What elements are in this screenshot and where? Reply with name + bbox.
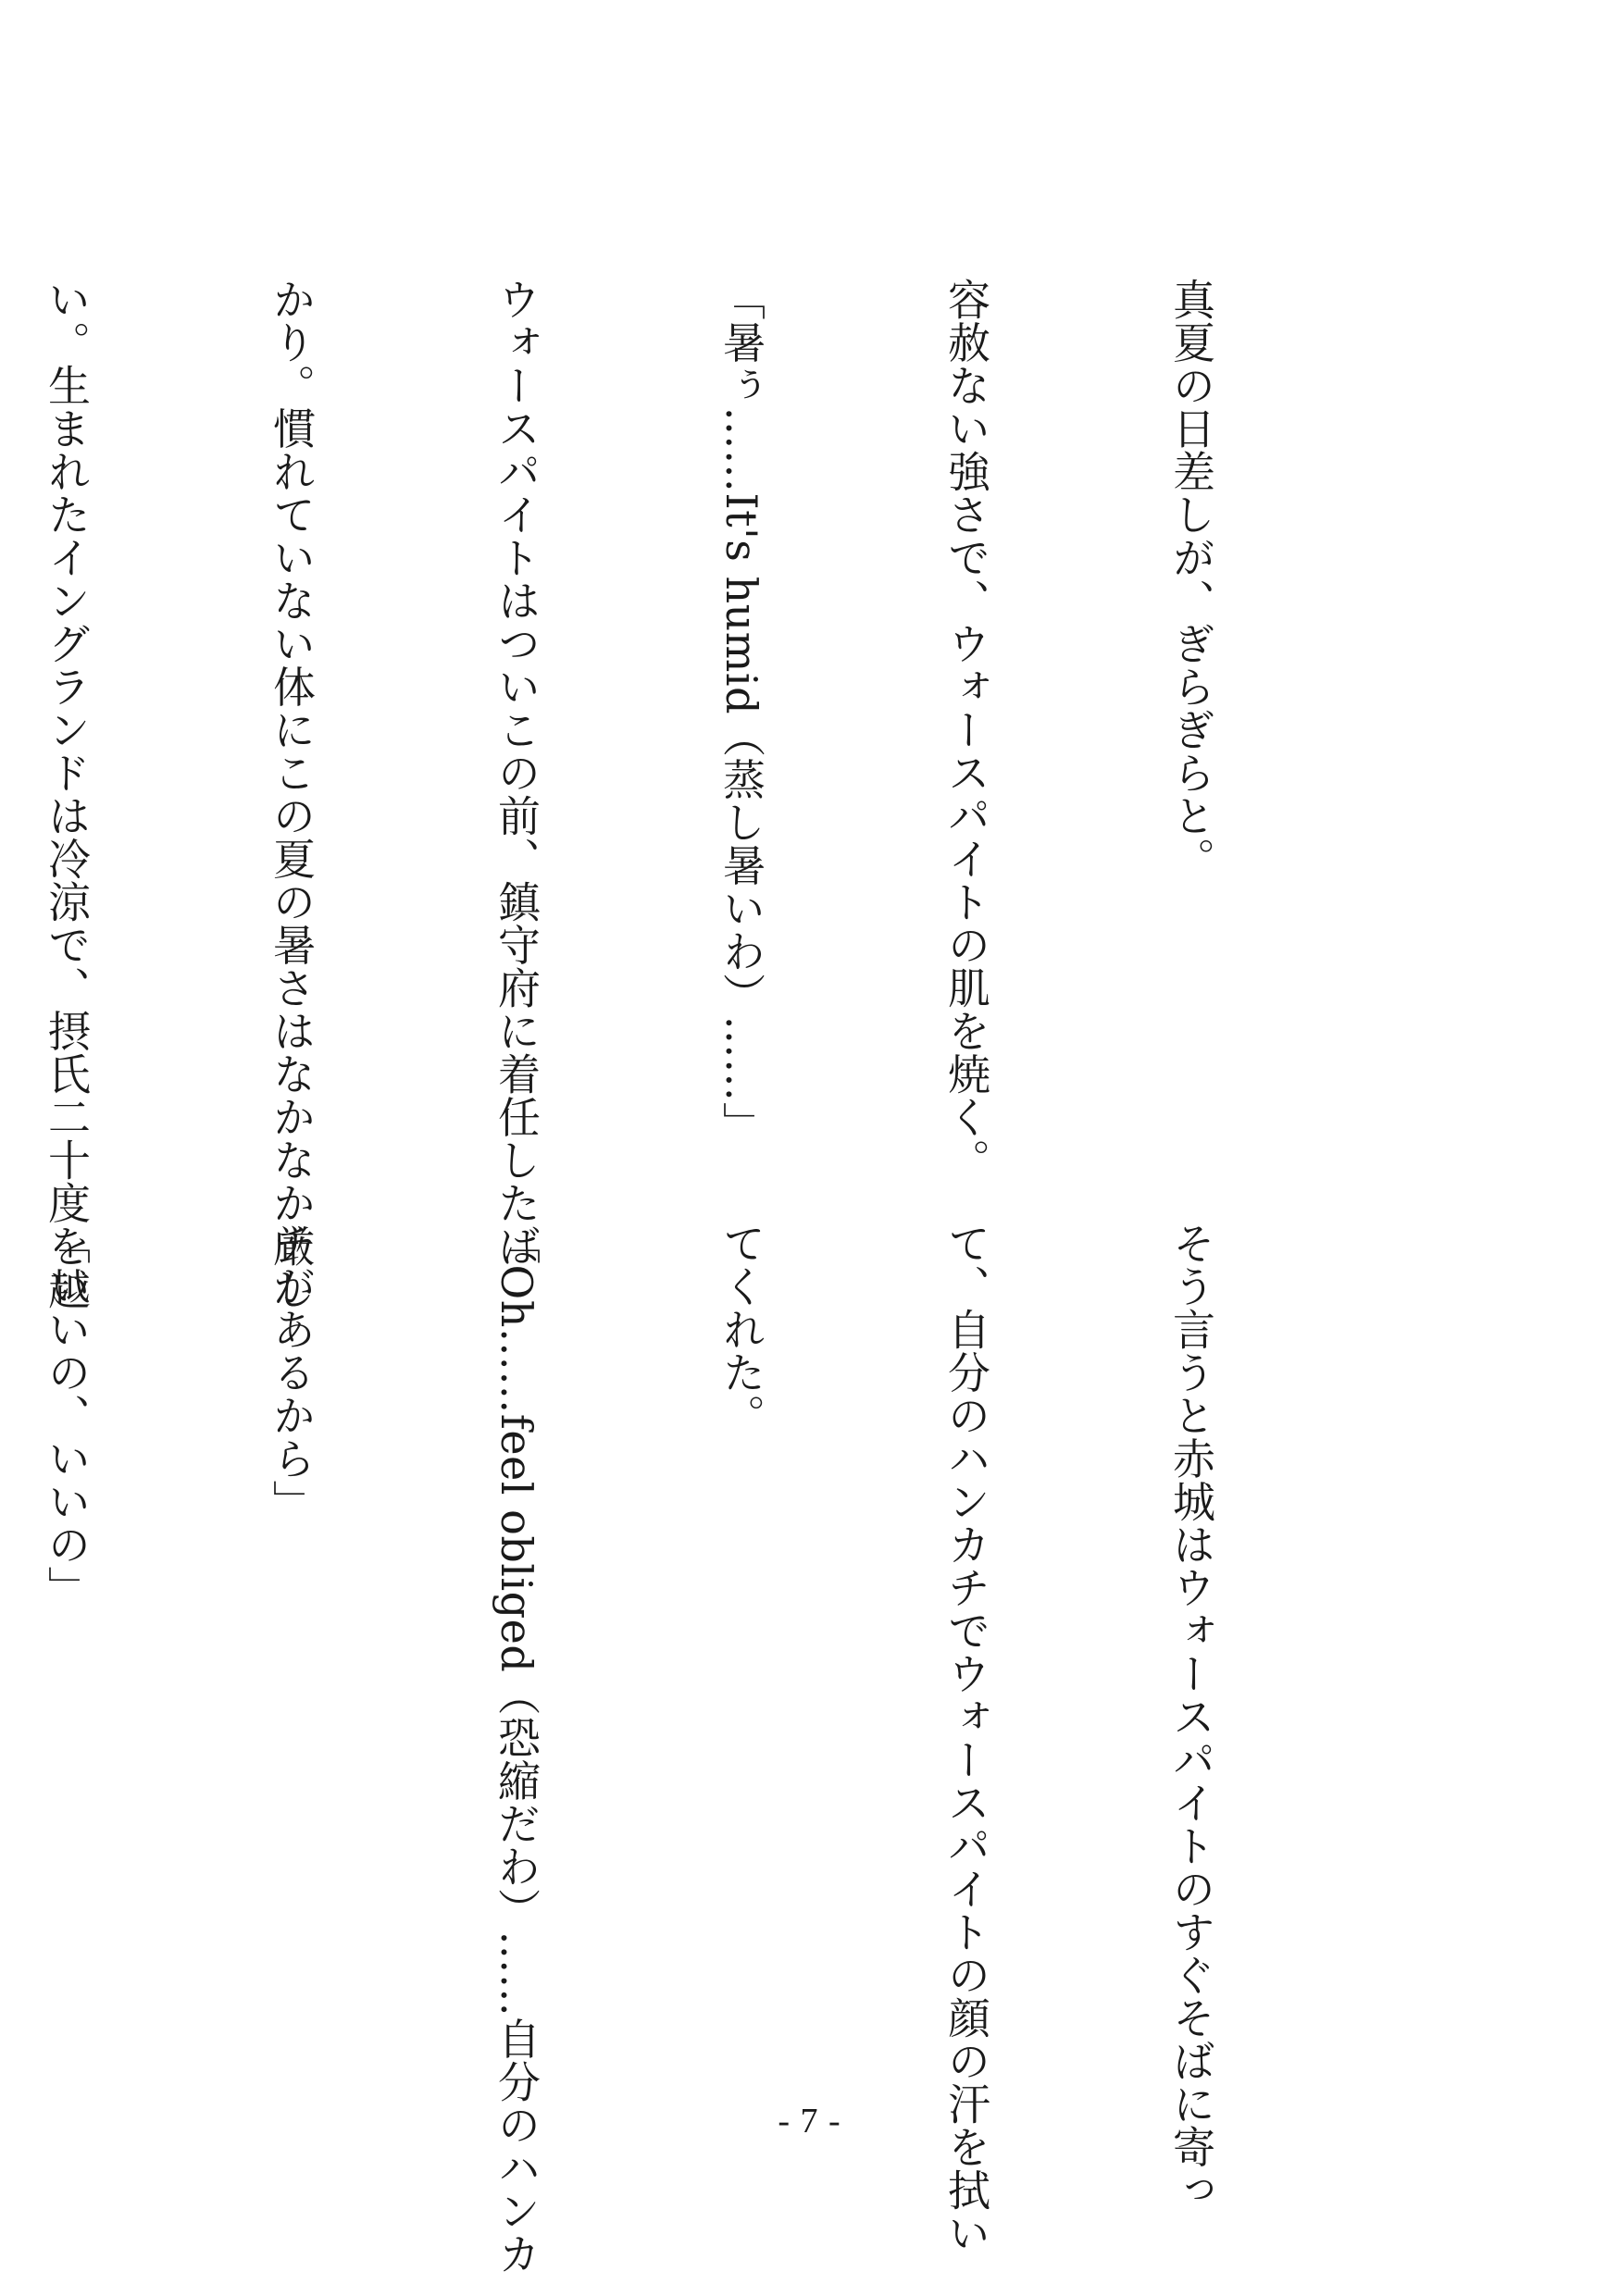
text-line: 「いいの、いいの」 (42, 1222, 92, 1609)
page-number: - 7 - (778, 2102, 841, 2141)
text-line: い。生まれたイングランドは冷涼で、摂氏二十度を越 (42, 278, 92, 1310)
text-line: 「Oh……feel obliged（恐縮だわ）……自分のハンカ (492, 1222, 542, 2276)
text-line: て、自分のハンカチでウォースパイトの顔の汗を拭い (941, 1222, 991, 2254)
text-line: かり。慣れていない体にこの夏の暑さはなかなか厳し (267, 278, 317, 1310)
text-line: 容赦ない強さで、ウォースパイトの肌を焼く。 (941, 278, 991, 1182)
text-line: チがあるから」 (267, 1222, 317, 1523)
text-line: 「暑ぅ……It's humid（蒸し暑いわ）……」 (716, 278, 766, 1146)
text-line: 真夏の日差しが、ぎらぎらと。 (1166, 278, 1216, 880)
text-column-top (0, 278, 1378, 1310)
text-column-bottom (0, 1222, 1378, 2276)
text-line: ウォースパイトはついこの前、鎮守府に着任したば (492, 278, 542, 1268)
text-line: てくれた。 (716, 1222, 766, 1437)
text-line: そう言うと赤城はウォースパイトのすぐそばに寄っ (1166, 1222, 1216, 2212)
